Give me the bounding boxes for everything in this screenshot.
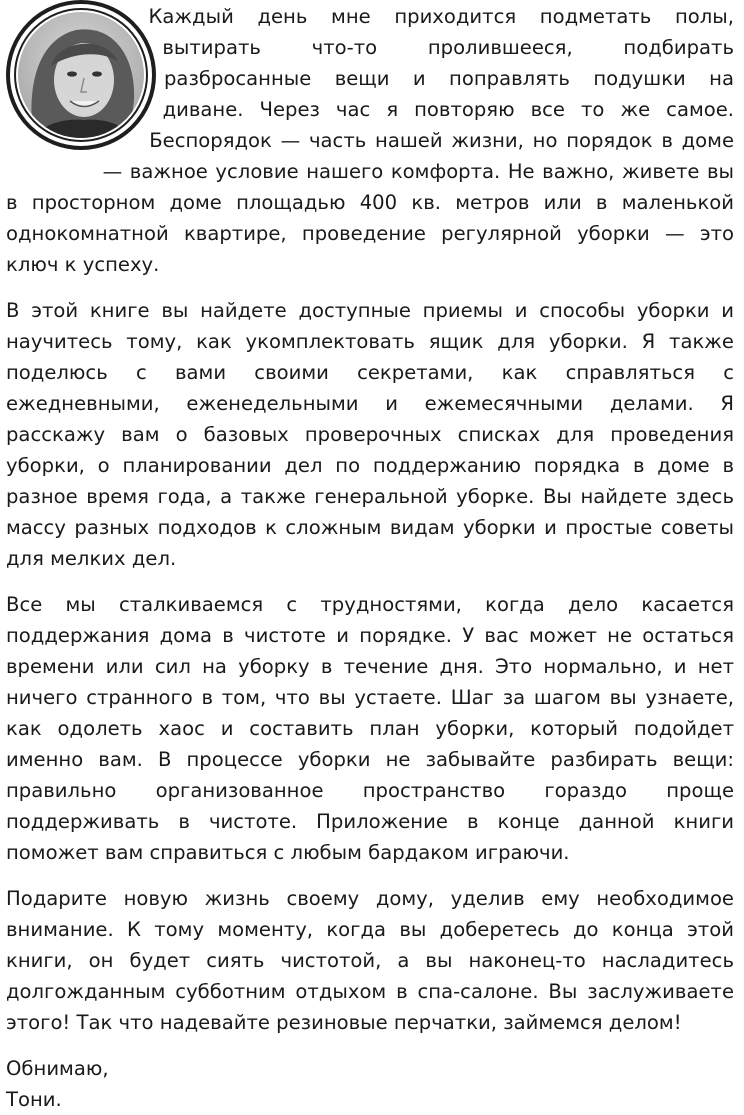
closing-line: Обнимаю, — [6, 1057, 109, 1080]
author-portrait — [6, 0, 156, 150]
intro-paragraph-2: В этой книге вы найдете доступные приемы и способы уборки и научитесь тому, как укомплектовать ящик для уборки. Я также поделюсь с вами своими секретами, как справляться с ежедневными, еженедельными и ежемесячными делами. Я расскажу вам о базовых проверочных списках для проведения уборки, о планировании дел по поддержанию порядка в доме в разное время года, а также генеральной уборке. Вы найдете здесь массу разных подходов к сложным видам уборки и простые советы для мелких дел. — [6, 299, 734, 570]
author-photo-icon — [6, 0, 156, 150]
intro-paragraph-4: Подарите новую жизнь своему дому, уделив ему необходимое внимание. К тому моменту, когда вы доберетесь до конца этой книги, он будет сиять чистотой, а вы наконец-то насладитесь долгожданным субботним отдыхом в спа-салоне. Вы заслуживаете этого! Так что надевайте резиновые перчатки, займемся делом! — [6, 887, 734, 1034]
intro-paragraph-3: Все мы сталкиваемся с трудностями, когда дело касается поддержания дома в чистоте и порядке. У вас может не остаться времени или сил на уборку в течение дня. Это нормально, и нет ничего странного в том, что вы устаете. Шаг за шагом вы узнаете, как одолеть хаос и составить план уборки, который подойдет именно вам. В процессе уборки не забывайте разбирать вещи: правильно организованное пространство гораздо проще поддерживать в чистоте. Приложение в конце данной книги поможет вам справиться с любым бардаком играючи. — [6, 593, 734, 864]
author-signature: Тони. — [6, 1088, 62, 1111]
intro-paragraph-1: Каждый день мне приходится подметать полы, вытирать что-то пролившееся, подбирать разбросанные вещи и поправлять подушки на диване. Через час я повторяю все то же самое. Беспорядок — часть нашей жизни, но порядок в доме — важное условие нашего комфорта. Не важно, живете вы в просторном доме площадью 400 кв. метров или в маленькой однокомнатной квартире, проведение регулярной уборки — это ключ к успеху. — [6, 5, 734, 276]
